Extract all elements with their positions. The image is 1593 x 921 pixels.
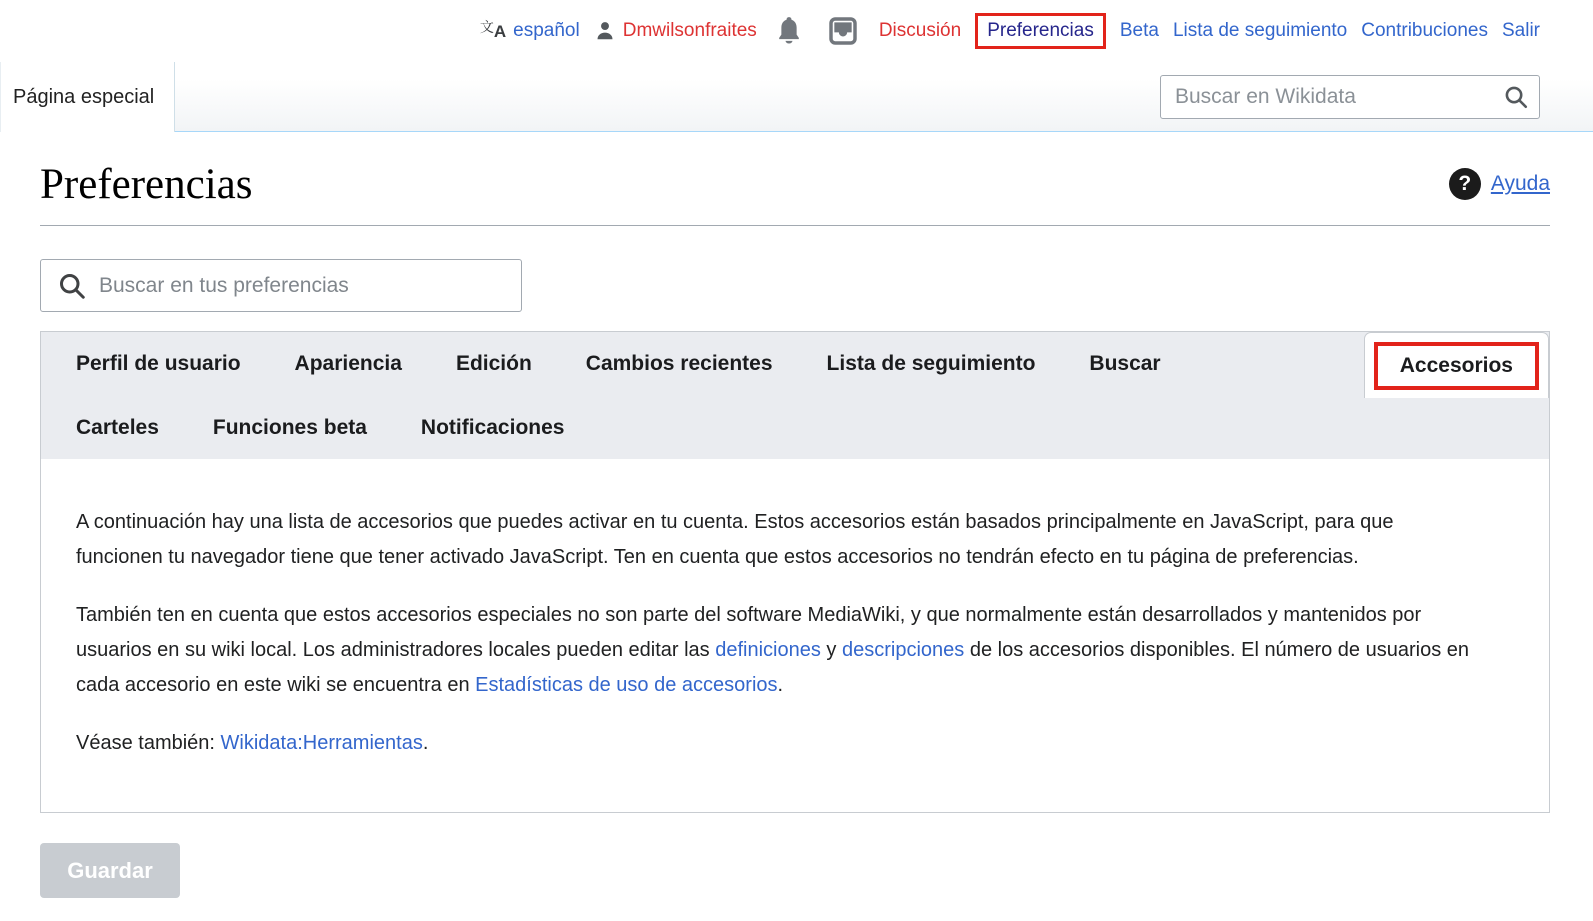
beta-link[interactable]: Beta [1119, 20, 1159, 41]
user-icon [594, 20, 616, 42]
tab-row-2 [49, 396, 1549, 459]
tab-user-profile[interactable]: Perfil de usuario [76, 352, 241, 375]
preferences-highlight-box [975, 13, 1106, 49]
header-band-rest [175, 62, 1593, 132]
see-also-prefix: Véase también: [76, 732, 221, 754]
gadgets-highlight-box: Accesorios [1374, 342, 1539, 390]
info-text-1: También ten en cuenta que estos accesorios especiales no son parte del software MediaWiki, y que normalmente están desarrollados y mantenidos por usuarios en su wiki local. Los administradores locales pueden editar las [76, 604, 1422, 661]
user-page-item[interactable] [594, 20, 757, 42]
language-icon-latin: A [493, 21, 507, 41]
see-also-suffix: . [422, 732, 429, 754]
gadgets-panel-body [41, 459, 1549, 812]
page-title: Preferencias [40, 132, 1550, 226]
info-text-4: . [777, 674, 784, 696]
search-icon[interactable] [1503, 84, 1529, 110]
preferences-tab-header [41, 332, 1549, 459]
watchlist-link[interactable]: Lista de seguimiento [1172, 20, 1348, 41]
tab-special-page[interactable]: Página especial [0, 62, 175, 132]
tab-beta-features[interactable]: Funciones beta [212, 415, 367, 439]
tab-notifications[interactable]: Notificaciones [420, 415, 565, 439]
gadget-usage-stats-link[interactable]: Estadísticas de uso de accesorios [475, 674, 778, 696]
help-icon[interactable]: ? [1449, 168, 1481, 200]
language-icon-cjk: 文 [479, 19, 494, 35]
personal-toolbar [0, 0, 1593, 62]
preferences-link[interactable]: Preferencias [987, 20, 1094, 41]
descriptions-link[interactable]: descripciones [841, 639, 965, 661]
tab-row-1 [49, 332, 1549, 396]
wikidata-tools-link[interactable]: Wikidata:Herramientas [220, 732, 423, 754]
gadgets-info-paragraph [76, 598, 1476, 703]
help-link[interactable]: Ayuda [1490, 172, 1550, 195]
language-link[interactable]: español [513, 20, 580, 41]
tab-editing[interactable]: Edición [455, 352, 532, 375]
see-also-line [76, 726, 1476, 761]
tab-recent-changes[interactable]: Cambios recientes [585, 352, 773, 375]
definitions-link[interactable]: definiciones [715, 639, 821, 661]
logout-link[interactable]: Salir [1501, 20, 1540, 41]
gadgets-intro-paragraph: A continuación hay una lista de accesorios que puedes activar en tu cuenta. Estos accesorios están basados principalmente en JavaScript, para que funcionen tu navegador tiene que tener activado JavaScript. Ten en cuenta que estos accesorios no tendrán efecto en tu página de preferencias. [76, 511, 1394, 568]
tab-appearance[interactable]: Apariencia [294, 352, 402, 375]
tab-gadgets-active[interactable] [1364, 332, 1549, 398]
help-row [1449, 168, 1550, 200]
language-selector[interactable] [480, 20, 580, 42]
info-text-3: de los accesorios disponibles. El número de usuarios en cada accesorio en este wiki se encuentra en [76, 639, 1470, 696]
notices-tray-icon[interactable] [827, 15, 859, 47]
username-link[interactable]: Dmwilsonfraites [622, 20, 757, 41]
info-text-2: y [820, 639, 842, 661]
talk-link[interactable]: Discusión [878, 20, 962, 41]
preferences-panel [40, 331, 1550, 813]
contributions-link[interactable]: Contribuciones [1361, 20, 1488, 41]
notifications-bell-icon[interactable] [775, 16, 803, 46]
site-search-box [1160, 75, 1540, 119]
preferences-search-icon [57, 271, 87, 301]
tab-banners[interactable]: Carteles [76, 415, 159, 439]
tab-watchlist[interactable]: Lista de seguimiento [826, 352, 1036, 375]
preferences-search-box [40, 259, 522, 312]
tab-search[interactable]: Buscar [1089, 352, 1161, 375]
preferences-search-input[interactable] [99, 274, 509, 298]
site-search-input[interactable] [1175, 85, 1503, 109]
save-button[interactable]: Guardar [40, 843, 180, 898]
page-header-band [0, 62, 1593, 132]
language-icon [479, 19, 507, 41]
main-content [0, 132, 1593, 813]
